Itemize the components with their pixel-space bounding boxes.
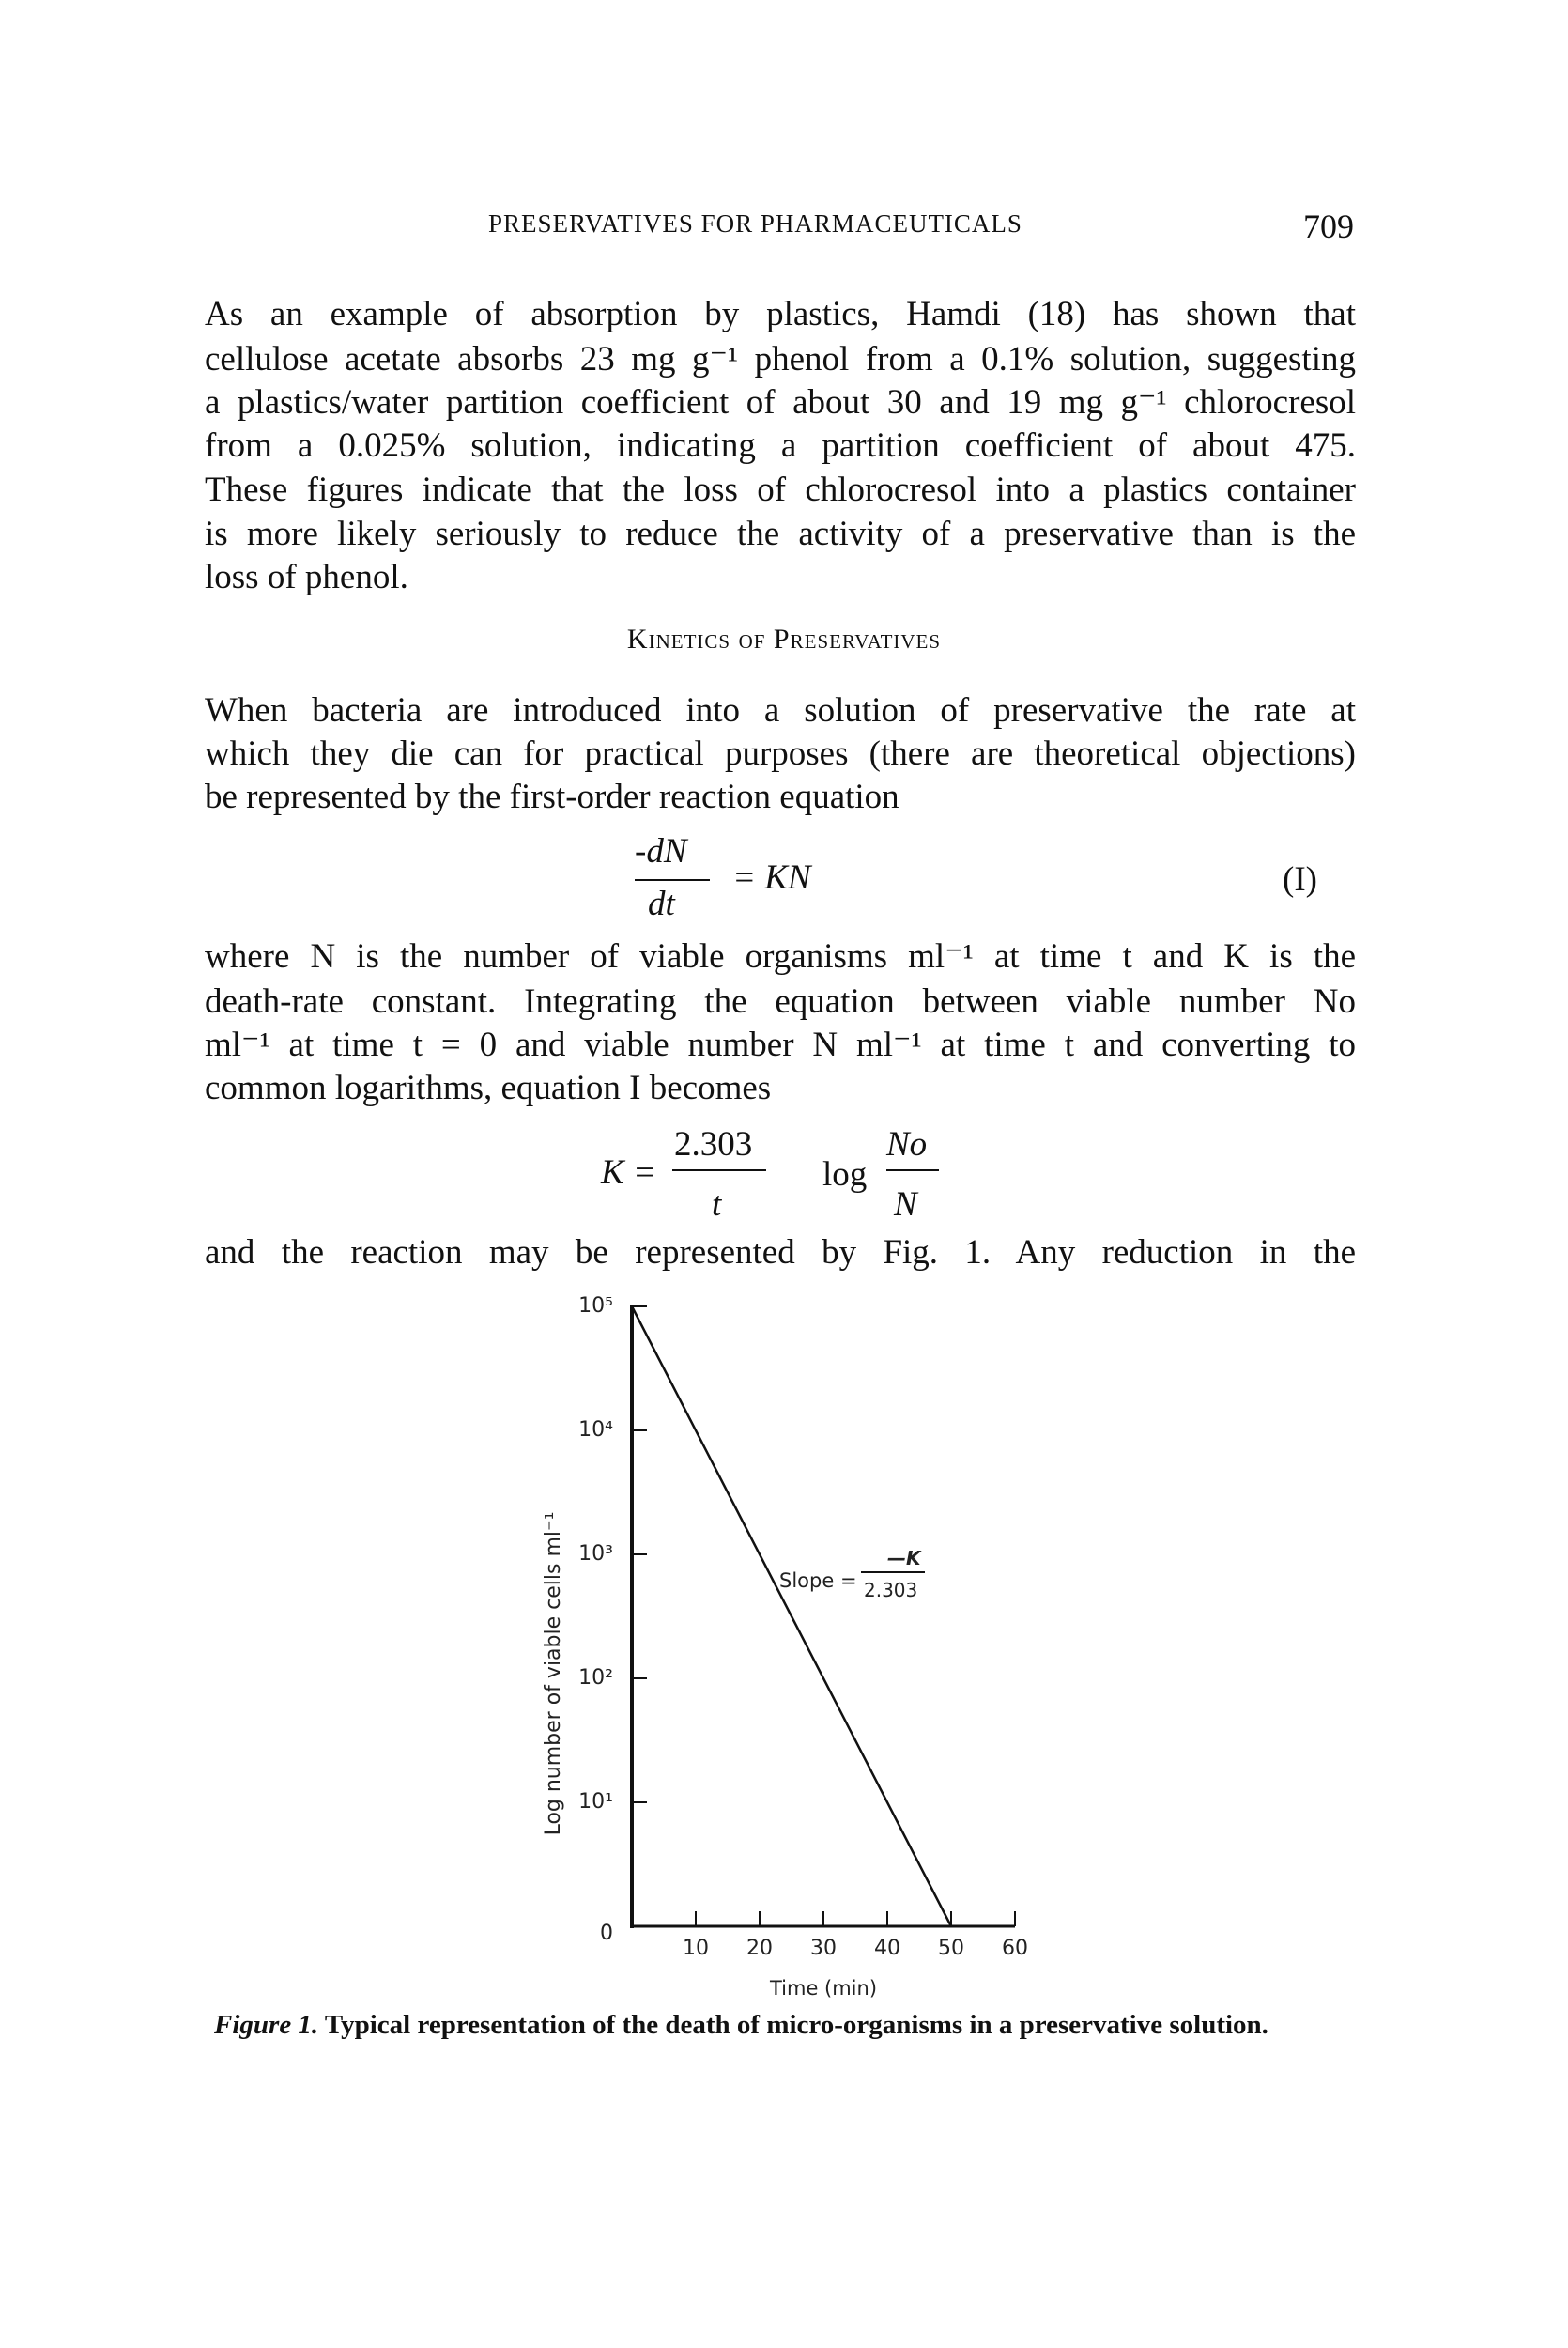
text-line: a plastics/water partition coefficient of about 30 and 19 mg g⁻¹ chlorocresol [205,383,1356,422]
x-tick-label: 10 [683,1937,709,1960]
slope-annotation-label: Slope = [779,1569,857,1592]
eq2-numerator: 2.303 [674,1125,753,1164]
x-tick-label: 60 [1002,1937,1028,1960]
text-line: common logarithms, equation I becomes [205,1069,772,1107]
figure-caption [214,2010,1268,2041]
eq1-rhs: = KN [732,858,811,897]
text-line: where N is the number of viable organisms ml⁻¹ at time t and K is the [205,937,1356,976]
paragraph-figure-reference: and the reaction may be represented by Fig. 1. Any reduction in the [205,1233,1356,1272]
eq2-lhs: K = [601,1153,656,1192]
running-title: PRESERVATIVES FOR PHARMACEUTICALS [488,209,1022,238]
caption-label: Figure 1. [214,2010,319,2040]
y-tick-label: 10³ [578,1542,613,1566]
eq1-fraction-bar [635,879,710,881]
text-line: When bacteria are introduced into a solution of preservative the rate at [205,691,1356,730]
slope-annotation-denominator: 2.303 [864,1579,918,1601]
text-line: is more likely seriously to reduce the activity of a preservative than is the [205,515,1356,553]
eq2-log-denominator: N [894,1185,917,1224]
y-tick-label: 10⁴ [578,1418,613,1442]
eq2-log-numerator: No [886,1125,928,1164]
eq1-label: (I) [1283,860,1317,899]
text-line: which they die can for practical purposes (there are theoretical objections) [205,734,1356,773]
x-tick-label: 50 [938,1937,964,1960]
text-line: cellulose acetate absorbs 23 mg g⁻¹ phenol from a 0.1% solution, suggesting [205,340,1356,378]
page-number: 709 [1303,208,1354,245]
text-line: from a 0.025% solution, indicating a partition coefficient of about 475. [205,426,1356,465]
series-line [632,1306,951,1926]
x-axis-label: Time (min) [769,1977,878,2000]
text-line: loss of phenol. [205,558,408,596]
caption-text: Typical representation of the death of micro-organisms in a preservative solution. [318,2010,1268,2040]
y-tick-label: 10¹ [578,1790,613,1814]
eq2-log: log [822,1155,868,1194]
eq1-denominator: dt [648,885,675,923]
eq2-log-fraction-bar [886,1169,939,1171]
x-tick-label: 20 [746,1937,773,1960]
eq2-denominator: t [712,1185,722,1224]
text-line: ml⁻¹ at time t = 0 and viable number N ml⁻¹ at time t and converting to [205,1026,1356,1064]
slope-annotation-numerator: —K [887,1547,921,1569]
y-axis-label: Log number of viable cells ml⁻¹ [542,1511,565,1836]
y-tick-label: 0 [600,1922,613,1945]
text-line: death-rate constant. Integrating the equation between viable number No [205,982,1356,1021]
x-tick-label: 30 [810,1937,837,1960]
text-line: be represented by the first-order reaction equation [205,778,899,816]
y-tick-label: 10⁵ [578,1294,613,1318]
eq1-numerator: -dN [635,832,687,871]
x-tick-label: 40 [874,1937,900,1960]
text-line: As an example of absorption by plastics, Hamdi (18) has shown that [205,295,1356,333]
eq2-fraction-bar [672,1169,766,1171]
text-line: These figures indicate that the loss of chlorocresol into a plastics container [205,471,1356,509]
y-tick-label: 10² [578,1666,613,1690]
section-heading: Kinetics of Preservatives [626,624,942,655]
